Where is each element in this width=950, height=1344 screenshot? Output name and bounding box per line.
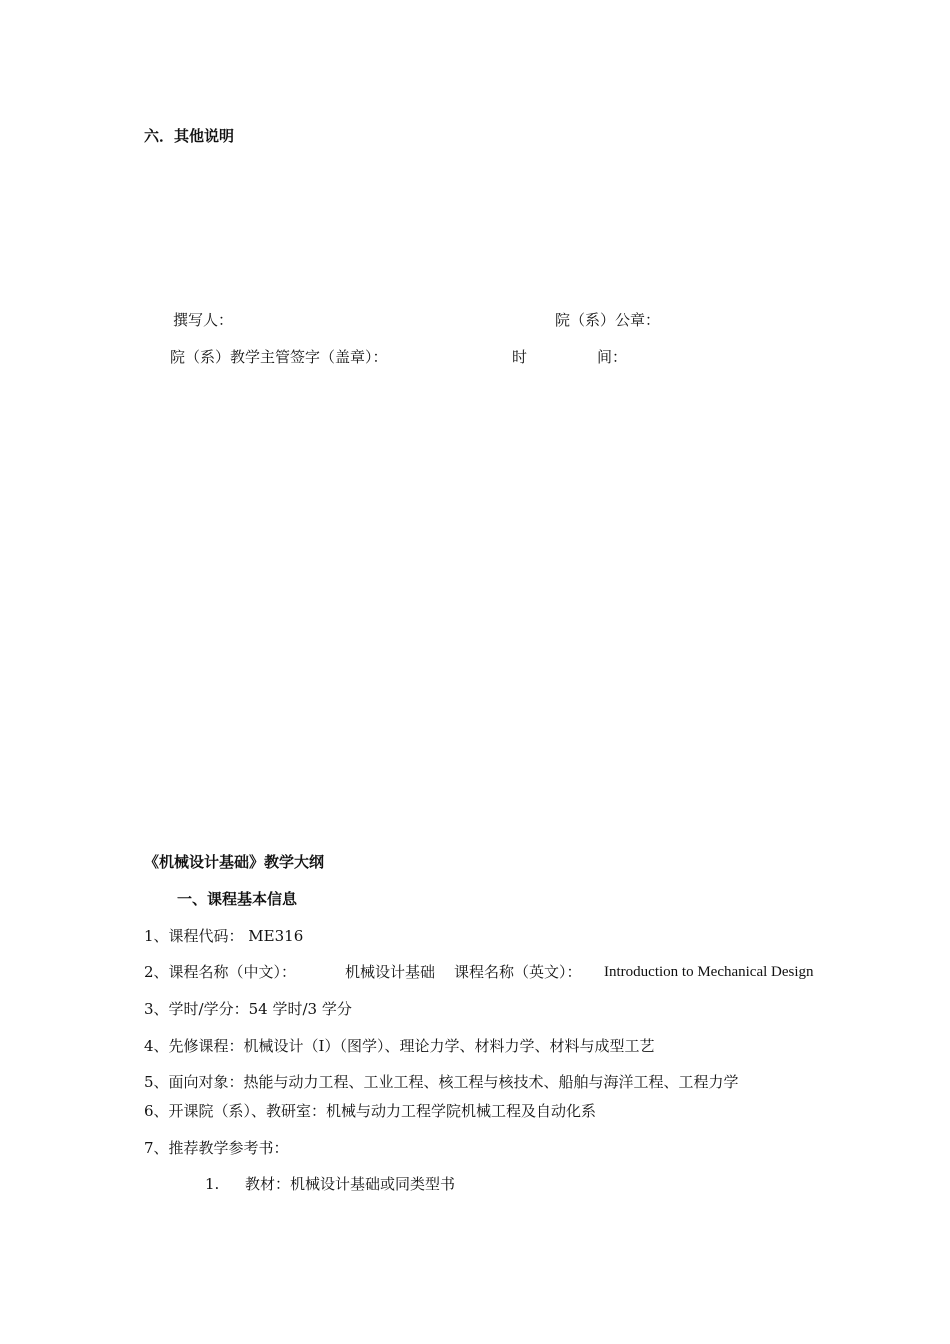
course-name-en-value: Introduction to Mechanical Design: [604, 964, 814, 980]
book-item-text: 教材：机械设计基础或同类型书: [245, 1175, 456, 1193]
department: 6、开课院（系）、教研室：机械与动力工程学院机械工程及自动化系: [144, 1102, 597, 1120]
time-label-part2: 间：: [597, 348, 628, 366]
course-name-cn-label: 2、课程名称（中文）：: [144, 963, 297, 981]
course-name-cn-value: 机械设计基础: [345, 963, 436, 981]
reference-books-heading: 7、推荐教学参考书：: [144, 1139, 289, 1157]
audience: 5、面向对象：热能与动力工程、工业工程、核工程与核技术、船舶与海洋工程、工程力学: [144, 1073, 739, 1091]
syllabus-title: 《机械设计基础》教学大纲: [144, 853, 325, 871]
dept-seal-label: 院（系）公章：: [555, 311, 661, 329]
course-code: 1、课程代码： ME316: [144, 927, 304, 945]
course-hours: 3、学时/学分：54 学时/3 学分: [144, 1000, 352, 1018]
course-name-en-label: 课程名称（英文）：: [454, 963, 582, 981]
section-heading-other: 六．其他说明: [144, 127, 235, 145]
supervisor-sign-label: 院（系）教学主管签字（盖章）：: [170, 348, 388, 366]
author-label: 撰写人：: [173, 311, 234, 329]
time-label-part1: 时: [512, 348, 528, 366]
section-heading-basic-info: 一、课程基本信息: [177, 890, 298, 908]
prerequisites: 4、先修课程：机械设计（I）（图学）、理论力学、材料力学、材料与成型工艺: [144, 1037, 655, 1055]
book-item-number: 1.: [205, 1175, 220, 1193]
